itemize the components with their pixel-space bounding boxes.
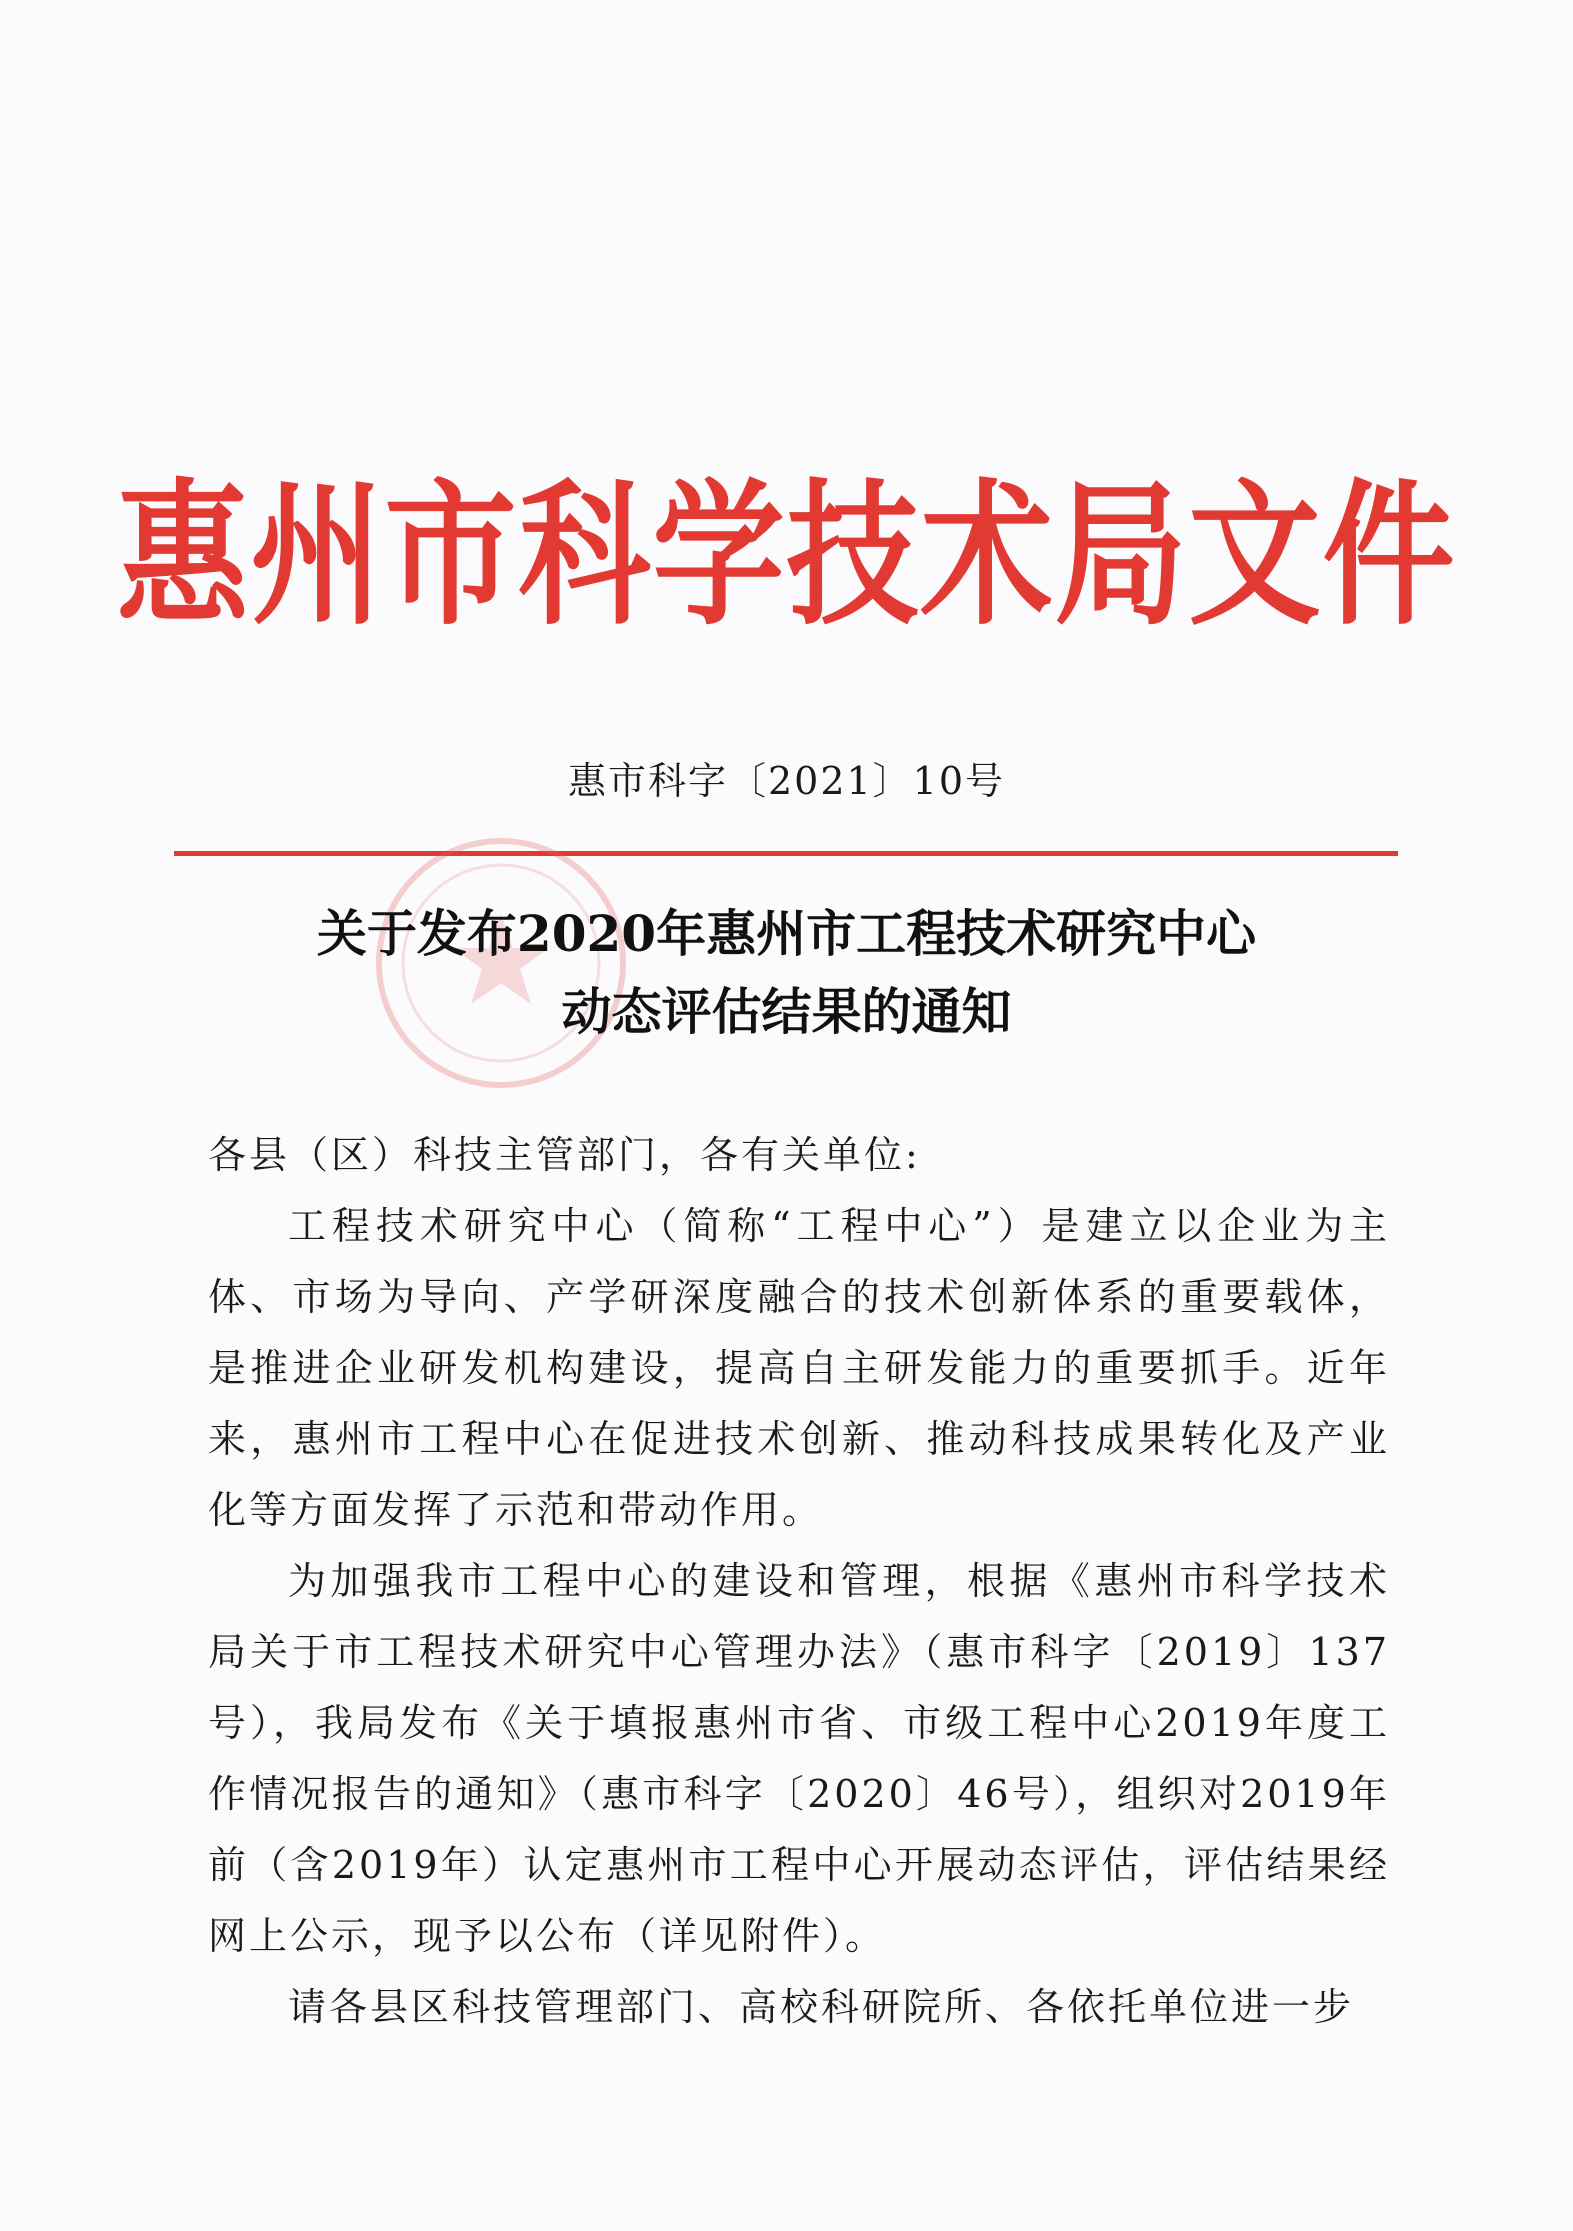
org-header-title: 惠州市科学技术局文件 (116, 465, 1457, 648)
red-divider-line (174, 851, 1398, 856)
salutation: 各县（区）科技主管部门，各有关单位: (208, 1133, 921, 1177)
notice-body (208, 1120, 1390, 2043)
notice-title-line1: 关于发布2020年惠州市工程技术研究中心 (316, 904, 1257, 963)
body-paragraph-2: 为加强我市工程中心的建设和管理，根据《惠州市科学技术局关于市工程技术研究中心管理办法》（惠市科字〔2019〕137号），我局发布《关于填报惠州市省、市级工程中心2019年度工作情况报告的通知》（惠市科字〔2020〕46号），组织对2019年前（含2019年）认定惠州市工程中心开展动态评估，评估结果经网上公示，现予以公布（详见附件）。 (208, 1559, 1390, 1958)
body-paragraph-1: 工程技术研究中心（简称“工程中心”）是建立以企业为主体、市场为导向、产学研深度融合的技术创新体系的重要载体，是推进企业研发机构建设，提高自主研发能力的重要抓手。近年来，惠州市工程中心在促进技术创新、推动科技成果转化及产业化等方面发挥了示范和带动作用。 (208, 1204, 1390, 1532)
notice-title-line2: 动态评估结果的通知 (561, 982, 1012, 1041)
document-number: 惠市科字〔2021〕10号 (567, 759, 1006, 803)
body-paragraph-3: 请各县区科技管理部门、高校科研院所、各依托单位进一步 (288, 1985, 1355, 2029)
notice-title (0, 895, 1573, 1051)
